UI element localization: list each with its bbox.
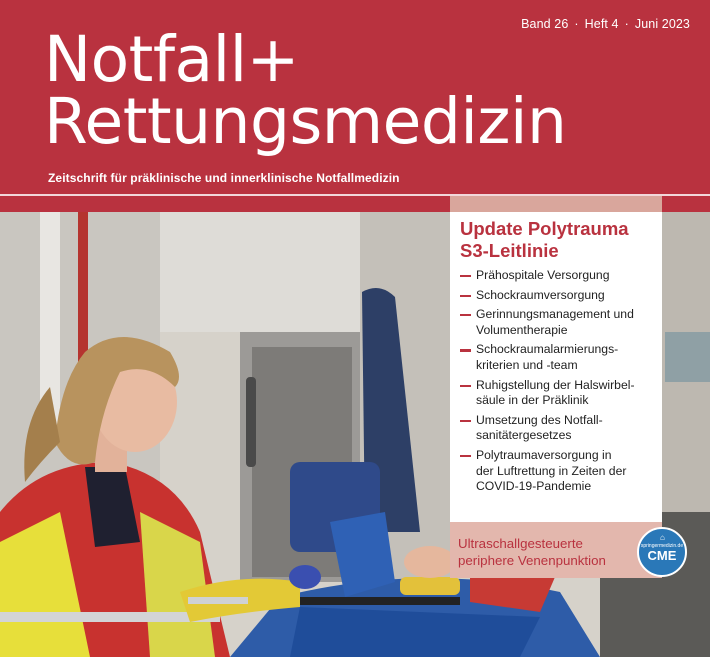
journal-subtitle: Zeitschrift für präklinische und innerklinische Notfallmedizin (48, 171, 400, 185)
cme-badge-site: springermedizin.de (640, 543, 684, 549)
topic-list-item: Prähospitale Versorgung (460, 268, 654, 284)
issue-separator: · (574, 17, 579, 31)
cme-feature-band (450, 522, 662, 578)
issue-date: Juni 2023 (634, 17, 690, 31)
issue-separator: · (624, 17, 629, 31)
journal-title-line1: Notfall+ (44, 23, 299, 96)
topic-list-item: Schockraumversorgung (460, 288, 654, 304)
topic-list-item: Umsetzung des Notfall- sanitätergesetzes (460, 413, 654, 444)
topic-box (450, 196, 662, 522)
cme-feature-title: Ultraschallgesteuerte periphere Venenpunktion (458, 536, 606, 568)
issue-number: Heft 4 (584, 17, 619, 31)
issue-info (521, 17, 690, 31)
topic-list-item: Schockraumalarmierungs- kriterien und -team (460, 342, 654, 373)
topic-list-item: Ruhigstellung der Halswirbel- säule in der Präklinik (460, 378, 654, 409)
topic-list (450, 268, 662, 495)
topic-title: Update Polytrauma S3-Leitlinie (460, 218, 629, 261)
topic-list-item: Gerinnungsmanagement und Volumentherapie (460, 307, 654, 338)
topic-list-item: Polytraumaversorgung in der Luftrettung in Zeiten der COVID-19-Pandemie (460, 448, 654, 495)
cme-badge (637, 527, 687, 577)
journal-title-line2: Rettungsmedizin (44, 85, 567, 158)
cme-badge-label: CME (647, 548, 677, 563)
building-icon: ⌂ (660, 533, 665, 542)
issue-volume: Band 26 (521, 17, 569, 31)
cover-header (0, 0, 710, 194)
